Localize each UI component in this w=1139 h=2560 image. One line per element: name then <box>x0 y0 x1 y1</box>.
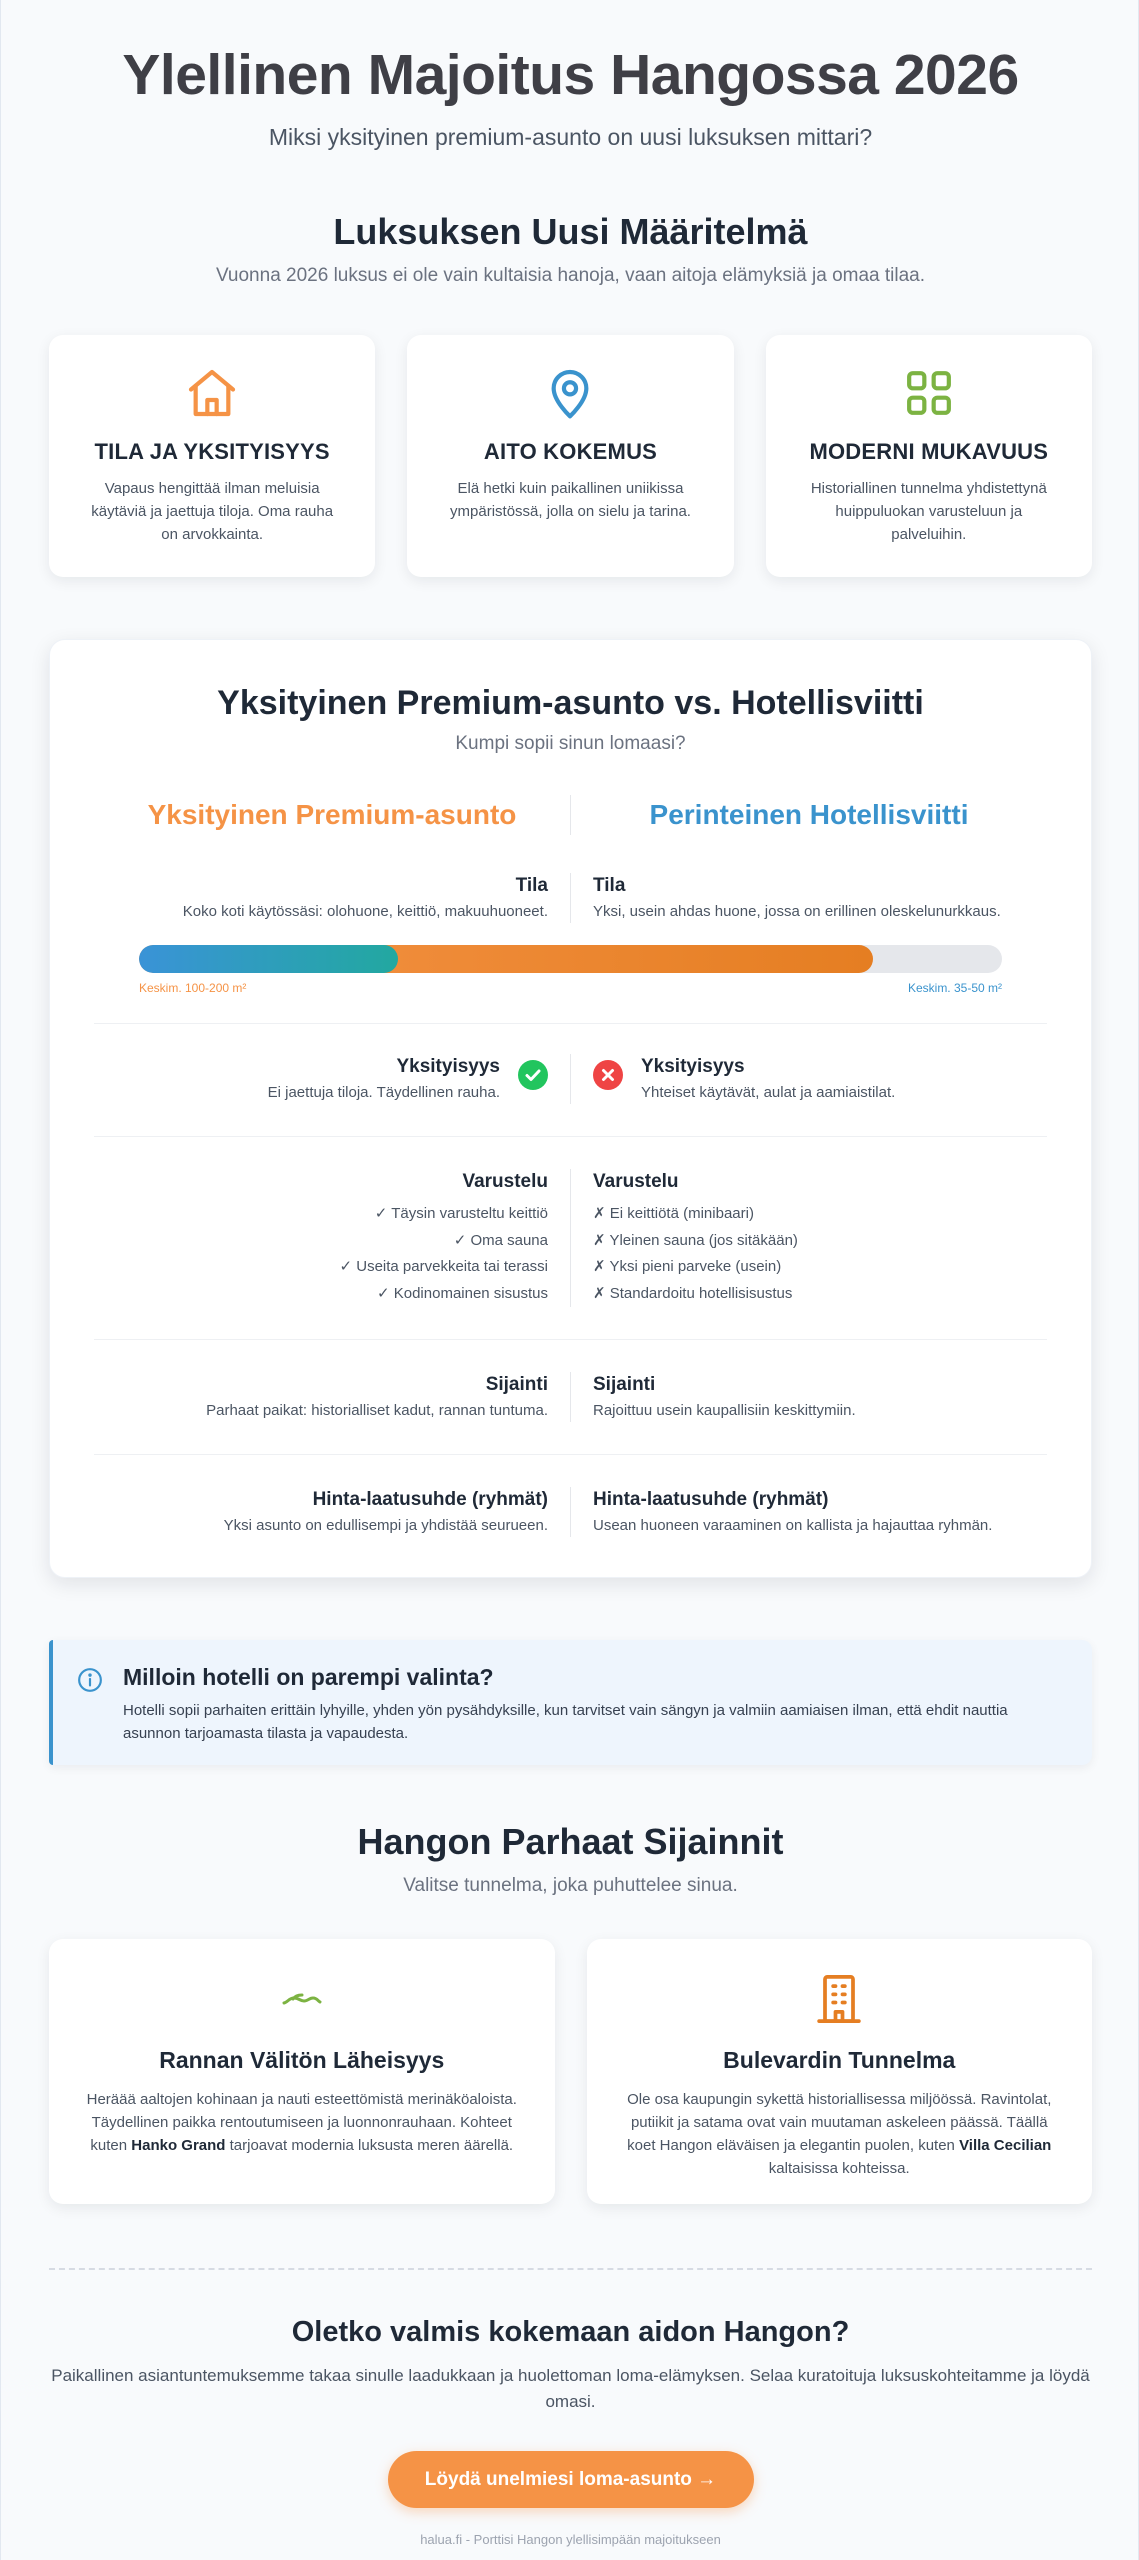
building-icon <box>811 1971 867 2027</box>
bar-legend <box>139 981 1002 995</box>
row-text: Ei jaettuja tiloja. Täydellinen rauha. <box>267 1084 500 1101</box>
page-title: Ylellinen Majoitus Hangossa 2026 <box>122 43 1019 107</box>
section-divider <box>49 2268 1092 2270</box>
comparison-row-value <box>94 1455 1047 1537</box>
list-item: ✓ Oma sauna <box>453 1231 548 1249</box>
hotel-space-bar <box>139 945 398 973</box>
callout-title: Milloin hotelli on parempi valinta? <box>123 1664 494 1690</box>
row-label: Yksityisyys <box>641 1056 745 1077</box>
row-label: Sijainti <box>485 1374 548 1395</box>
description-text: kaltaisissa kohteissa. <box>768 2160 910 2177</box>
page <box>1 0 1139 2547</box>
location-description <box>85 2088 519 2157</box>
row-text: Usean huoneen varaaminen on kallista ja hajauttaa ryhmän. <box>593 1517 993 1534</box>
row-text: Koko koti käytössäsi: olohuone, keittiö, makuuhuoneet. <box>182 903 548 920</box>
cta-section <box>49 2316 1092 2547</box>
comparison-cell-right <box>571 1169 1047 1307</box>
bar-track <box>139 945 1002 973</box>
highlight-property: Hanko Grand <box>131 2137 226 2154</box>
comparison-title: Yksityinen Premium-asunto vs. Hotellisviitti <box>217 684 924 722</box>
comparison-row-equipment <box>94 1137 1047 1340</box>
privacy-right-content <box>593 1054 1025 1104</box>
list-item: ✓ Kodinomainen sisustus <box>377 1284 548 1302</box>
comparison-subtitle: Kumpi sopii sinun lomaasi? <box>455 733 686 754</box>
location-card-boulevard <box>587 1939 1093 2204</box>
row-text: Yhteiset käytävät, aulat ja aamiaistilat. <box>641 1084 896 1101</box>
location-description <box>623 2088 1057 2180</box>
info-icon <box>77 1667 103 1693</box>
feature-text: Vapaus hengittää ilman meluisia käytäviä ja jaettuja tiloja. Oma rauha on arvokkainta. <box>91 480 334 543</box>
privacy-left-content <box>116 1054 548 1104</box>
cta-text: Paikallinen asiantuntemuksemme takaa sinulle laadukkaan ja huolettoman loma-elämyksen. Selaa kuratoituja luksuskohteitamme ja löydä omasi. <box>51 2366 1090 2411</box>
locations-title: Hangon Parhaat Sijainnit <box>357 1821 784 1862</box>
list-item: ✗ Yksi pieni parveke (usein) <box>593 1258 782 1275</box>
hotel-space-caption: Keskim. 35-50 m² <box>907 981 1002 995</box>
comparison-cell-right <box>571 1054 1047 1104</box>
list-item: ✗ Ei keittiötä (minibaari) <box>593 1205 754 1222</box>
check-circle-icon <box>518 1060 548 1090</box>
definition-title: Luksuksen Uusi Määritelmä <box>333 211 808 252</box>
comparison-cell-left <box>94 1372 571 1422</box>
comparison-row-privacy <box>94 1024 1047 1137</box>
hotel-tip-callout <box>49 1640 1092 1765</box>
comparison-cell-left <box>94 1487 571 1537</box>
feature-text: Elä hetki kuin paikallinen uniikissa ympäristössä, jolla on sielu ja tarina. <box>450 480 691 520</box>
feature-cards <box>49 335 1092 577</box>
comparison-row-location <box>94 1340 1047 1455</box>
comparison-cell-left <box>94 1169 571 1307</box>
list-item: ✗ Standardoitu hotellisisustus <box>593 1284 793 1302</box>
definition-section <box>49 211 1092 577</box>
list-item: ✓ Täysin varusteltu keittiö <box>374 1205 548 1222</box>
space-comparison-bar <box>94 923 1047 1024</box>
description-text: Ole osa kaupungin sykettä historiallisessa miljöössä. Ravintolat, putiikit ja satama ovat vain muutaman askeleen päässä. Täällä koet Hangon eläväisen ja elegantin puolen, kuten <box>627 2091 1052 2154</box>
hotel-suite-heading: Perinteinen Hotellisviitti <box>649 799 969 830</box>
cta-title: Oletko valmis kokemaan aidon Hangon? <box>291 2316 850 2348</box>
comparison-cell-right <box>571 1487 1047 1537</box>
footer-text: halua.fi - Porttisi Hangon ylellisimpään majoitukseen <box>420 2532 721 2547</box>
highlight-property: Villa Cecilian <box>959 2137 1052 2154</box>
row-text: Parhaat paikat: historialliset kadut, rannan tuntuma. <box>206 1402 548 1419</box>
feature-card-comfort <box>766 335 1092 577</box>
callout-text: Hotelli sopii parhaiten erittäin lyhyille, yhden yön pysähdyksille, kun tarvitset vain sängyn ja valmiin aamiaisen ilman, että ehdit nauttia asunnon tarjoamasta tilasta ja vapaudesta. <box>123 1702 1008 1742</box>
house-icon <box>184 365 240 421</box>
row-text: Rajoittuu usein kaupallisiin keskittymiin. <box>593 1402 856 1419</box>
wave-icon <box>274 1971 330 2027</box>
comparison-panel <box>49 639 1092 1578</box>
row-label: Hinta-laatusuhde (ryhmät) <box>593 1489 829 1510</box>
page-subtitle: Miksi yksityinen premium-asunto on uusi luksuksen mittari? <box>268 124 873 150</box>
premium-space-caption: Keskim. 100-200 m² <box>139 981 247 995</box>
description-text: tarjoavat modernia luksusta meren äärellä. <box>225 2137 514 2154</box>
feature-title: MODERNI MUKAVUUS <box>809 439 1049 464</box>
description-text: Heräää aaltojen kohinaan ja nauti esteettömistä merinäköaloista. Täydellinen paikka rentoutumiseen ja luonnonrauhaan. Kohteet kuten <box>86 2091 517 2154</box>
feature-card-experience <box>407 335 733 577</box>
location-pin-icon <box>542 365 598 421</box>
comparison-cell-right <box>571 1372 1047 1422</box>
locations-section <box>49 1821 1092 2204</box>
find-rental-button[interactable]: Löydä unelmiesi loma-asunto → <box>388 2451 754 2508</box>
row-label: Varustelu <box>462 1171 548 1192</box>
feature-card-space <box>49 335 375 577</box>
feature-title: AITO KOKEMUS <box>483 439 658 464</box>
callout-body <box>123 1664 1062 1765</box>
grid-icon <box>901 365 957 421</box>
location-card-beach <box>49 1939 555 2204</box>
row-label: Yksityisyys <box>396 1056 500 1077</box>
list-item: ✗ Yleinen sauna (jos sitäkään) <box>593 1231 798 1249</box>
feature-title: TILA JA YKSITYISYYS <box>94 439 330 464</box>
locations-subtitle: Valitse tunnelma, joka puhuttelee sinua. <box>403 1875 738 1896</box>
comparison-cell-left <box>94 1054 571 1104</box>
cross-circle-icon <box>593 1060 623 1090</box>
feature-text: Historiallinen tunnelma yhdistettynä huippuluokan varusteluun ja palveluihin. <box>810 480 1047 543</box>
premium-equipment-list <box>116 1201 548 1307</box>
comparison-row-space <box>94 851 1047 923</box>
row-label: Tila <box>515 875 548 896</box>
comparison-headers <box>94 795 1047 835</box>
list-item: ✓ Useita parvekkeita tai terassi <box>339 1258 548 1275</box>
row-label: Sijainti <box>593 1374 656 1395</box>
row-label: Tila <box>593 875 626 896</box>
row-label: Varustelu <box>593 1171 679 1192</box>
comparison-cell-left <box>94 873 571 923</box>
row-text: Yksi, usein ahdas huone, jossa on erillinen oleskelunurkkaus. <box>593 903 1001 920</box>
hotel-equipment-list <box>593 1201 1025 1307</box>
location-name: Bulevardin Tunnelma <box>723 2047 956 2073</box>
comparison-cell-right <box>571 873 1047 923</box>
row-text: Yksi asunto on edullisempi ja yhdistää seurueen. <box>223 1517 548 1534</box>
location-name: Rannan Välitön Läheisyys <box>159 2047 445 2073</box>
definition-subtitle: Vuonna 2026 luksus ei ole vain kultaisia hanoja, vaan aitoja elämyksiä ja omaa tilaa. <box>215 265 926 286</box>
row-label: Hinta-laatusuhde (ryhmät) <box>312 1489 548 1510</box>
premium-apartment-heading: Yksityinen Premium-asunto <box>94 795 571 835</box>
location-cards <box>49 1939 1092 2204</box>
